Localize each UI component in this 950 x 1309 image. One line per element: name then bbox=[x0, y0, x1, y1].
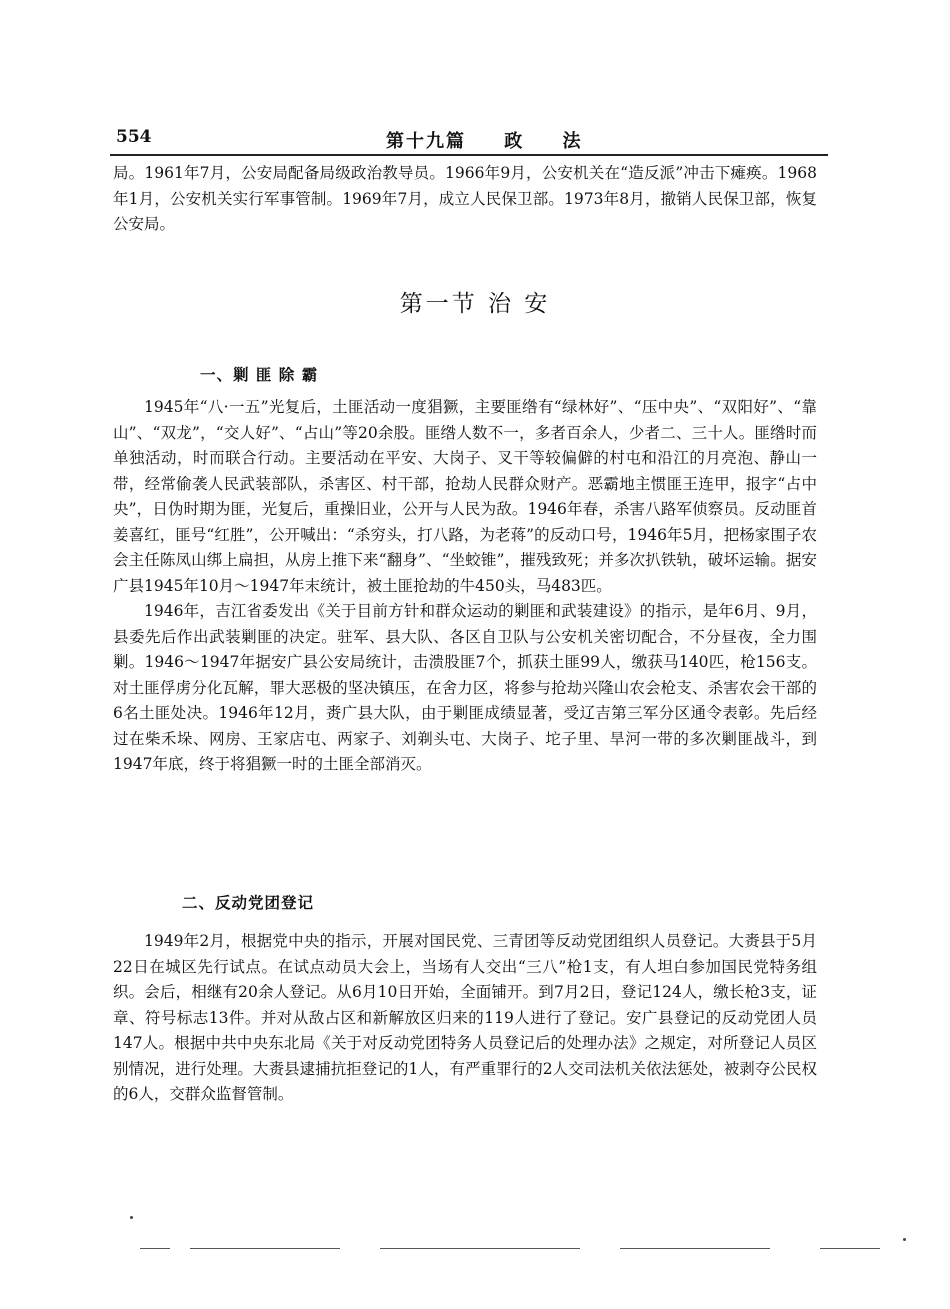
header-rule bbox=[110, 154, 828, 156]
paragraph: 1949年2月，根据党中央的指示，开展对国民党、三青团等反动党团组织人员登记。大赉县于5月22日在城区先行试点。在试点动员大会上，当场有人交出“三八”枪1支，有人坦白参加国民党特务组织。会后，相继有20余人登记。从6月10日开始，全面铺开。到7月2日，登记124人，缴长枪3支，证章、符号标志13件。并对从敌占区和新解放区归来的119人进行了登记。安广县登记的反动党团人员147人。根据中共中央东北局《关于对反动党团特务人员登记后的处理办法》之规定，对所登记人员区别情况，进行处理。大赉县逮捕抗拒登记的1人，有严重罪行的2人交司法机关依法惩处，被剥夺公民权的6人，交群众监督管制。 bbox=[113, 932, 817, 1103]
section-title: 第一节 治 安 bbox=[399, 291, 551, 317]
page-header bbox=[110, 127, 830, 157]
footer-scan-lines bbox=[130, 1248, 910, 1252]
paragraph: 1945年“八·一五”光复后，土匪活动一度猖獗，主要匪绺有“绿林好”、“压中央”、“双阳好”、“靠山”、“双龙”，“交人好”、“占山”等20余股。匪绺人数不一，多者百余人，少者二、三十人。匪绺时而单独活动，时而联合行动。主要活动在平安、大岗子、叉干等较偏僻的村屯和沿江的月亮泡、静山一带，经常偷袭人民武装部队，杀害区、村干部，抢劫人民群众财产。恶霸地主惯匪王连甲，报字“占中央”，日伪时期为匪，光复后，重操旧业，公开与人民为敌。1946年春，杀害八路军侦察员。反动匪首姜喜红，匪号“红胜”，公开喊出：“杀穷头，打八路，为老蒋”的反动口号，1946年5月，把杨家围子农会主任陈凤山绑上扁担，从房上推下来“翻身”、“坐蛟锥”，摧残致死；并多次扒铁轨，破坏运输。据安广县1945年10月～1947年末统计，被土匪抢劫的牛450头，马483匹。 bbox=[113, 398, 817, 595]
subsection-1-body bbox=[113, 395, 817, 778]
page-number: 554 bbox=[116, 127, 152, 147]
subsection-2-body bbox=[113, 929, 817, 1108]
paragraph: 1946年，吉江省委发出《关于目前方针和群众运动的剿匪和武装建设》的指示，是年6月、9月，县委先后作出武装剿匪的决定。驻军、县大队、各区自卫队与公安机关密切配合，不分昼夜，全力围剿。1946～1947年据安广县公安局统计，击溃股匪7个，抓获土匪99人，缴获马140匹，枪156支。对土匪俘虏分化瓦解，罪大恶极的坚决镇压，在舍力区，将参与抢劫兴隆山农会枪支、杀害农会干部的6名土匪处决。1946年12月，赉广县大队，由于剿匪成绩显著，受辽吉第三军分区通令表彰。先后经过在柴禾垛、网房、王家店屯、两家子、刘剃头屯、大岗子、坨子里、旱河一带的多次剿匪战斗，到1947年底，终于将猖獗一时的土匪全部消灭。 bbox=[113, 602, 817, 773]
subsection-heading-2: 二、反动党团登记 bbox=[182, 893, 315, 912]
intro-paragraph bbox=[113, 161, 817, 238]
running-title: 第十九篇 政 法 bbox=[386, 131, 583, 152]
scan-speck bbox=[903, 1238, 906, 1241]
intro-text: 局。1961年7月，公安局配备局级政治教导员。1966年9月，公安机关在“造反派”冲击下瘫痪。1968年1月，公安机关实行军事管制。1969年7月，成立人民保卫部。1973年8月，撤销人民保卫部，恢复公安局。 bbox=[113, 164, 817, 233]
scan-speck bbox=[130, 1216, 133, 1219]
subsection-heading-1: 一、剿 匪 除 霸 bbox=[200, 365, 319, 384]
